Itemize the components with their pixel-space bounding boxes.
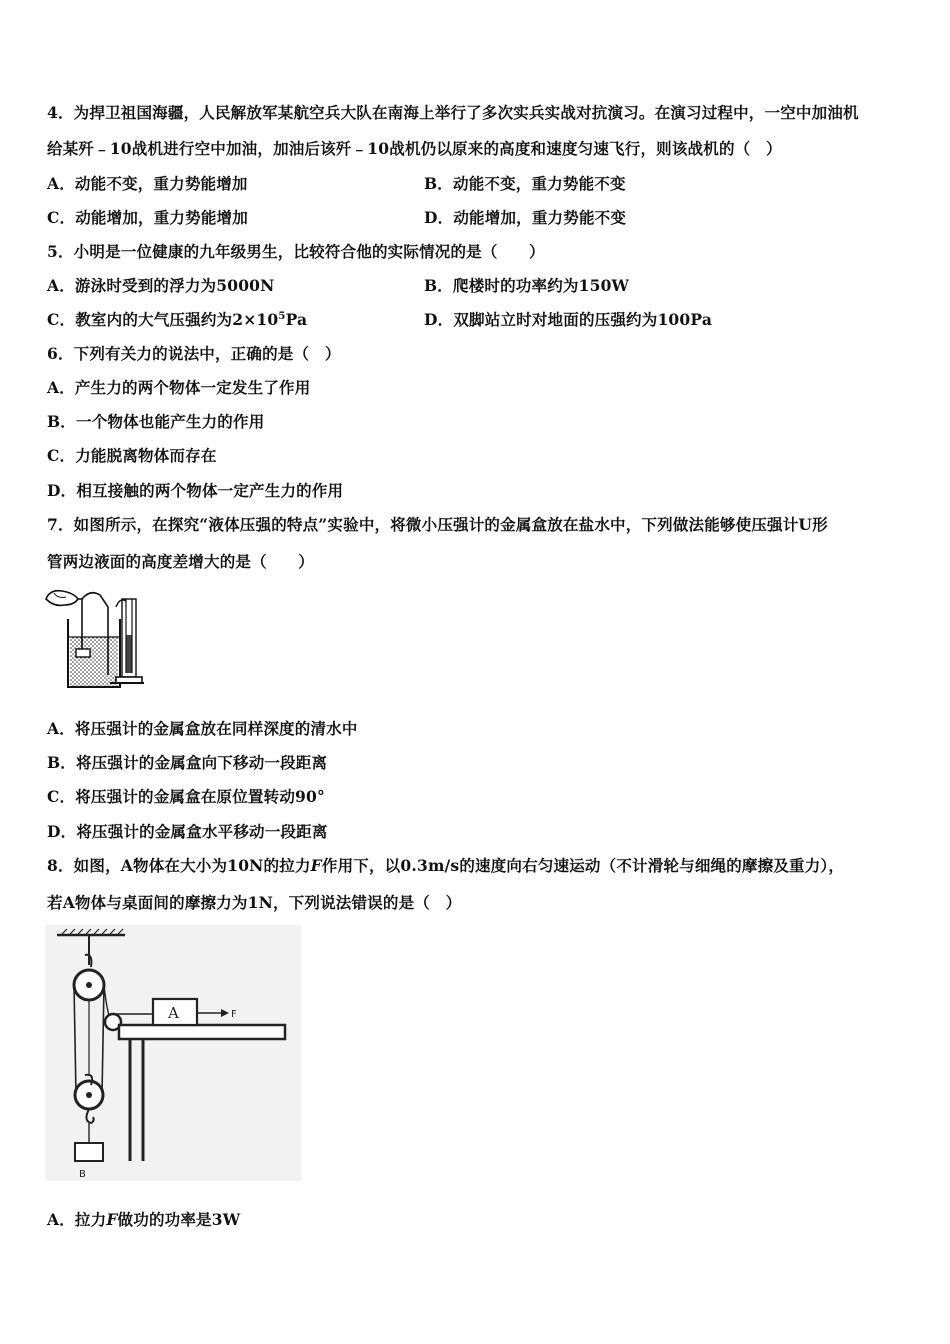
q8-option-a xyxy=(47,1210,240,1230)
block-b xyxy=(75,1143,103,1161)
q6-stem: 6．下列有关力的说法中，正确的是（ ） xyxy=(47,344,341,363)
label-b: B xyxy=(79,1169,86,1180)
q4-stem-line2: 给某歼﹣10战机进行空中加油，加油后该歼﹣10战机仍以原来的高度和速度匀速飞行，则该战机的（ ） xyxy=(47,139,782,158)
q7-option-a: A．将压强计的金属盒放在同样深度的清水中 xyxy=(47,719,358,738)
hand-icon xyxy=(46,591,78,606)
q4-option-d: D．动能增加，重力势能不变 xyxy=(424,208,627,227)
q4-options-row2 xyxy=(47,208,627,228)
label-f: F xyxy=(231,1009,237,1020)
q6-option-b: B．一个物体也能产生力的作用 xyxy=(47,412,265,431)
q4-option-c: C．动能增加，重力势能增加 xyxy=(47,208,248,227)
q7-stem-line1: 7．如图所示，在探究“液体压强的特点”实验中，将微小压强计的金属盒放在盐水中，下列做法能够使压强计U形 xyxy=(47,515,828,534)
table xyxy=(119,1025,285,1039)
q8-pulley-figure xyxy=(45,925,301,1181)
q5-option-c xyxy=(47,310,307,329)
q4-option-a: A．动能不变，重力势能增加 xyxy=(47,174,248,193)
q5-option-b: B．爬楼时的功率约为150W xyxy=(424,276,630,295)
q7-pressure-gauge-figure xyxy=(44,585,146,690)
q8-option-a-part2: 做功的功率是3W xyxy=(117,1210,241,1229)
label-a: A xyxy=(168,1004,179,1022)
q8-stem-line1 xyxy=(47,856,844,876)
q4-option-b: B．动能不变，重力势能不变 xyxy=(424,174,626,193)
q7-option-b: B．将压强计的金属盒向下移动一段距离 xyxy=(47,753,328,772)
q5-option-c-unit: Pa xyxy=(285,310,308,329)
metal-box xyxy=(76,649,90,657)
q5-option-a: A．游泳时受到的浮力为5000N xyxy=(47,276,275,295)
q6-option-a: A．产生力的两个物体一定发生了作用 xyxy=(47,378,311,397)
q8-option-a-part1: A．拉力 xyxy=(47,1210,107,1229)
q8-stem-line2: 若A物体与桌面间的摩擦力为1N，下列说法错误的是（ ） xyxy=(47,893,462,912)
q8-stem-part1: 8．如图，A物体在大小为10N的拉力 xyxy=(47,856,311,875)
q7-stem-line2: 管两边液面的高度差增大的是（ ） xyxy=(47,552,314,571)
q5-option-d: D．双脚站立时对地面的压强约为100Pa xyxy=(424,310,713,329)
q4-options-row1 xyxy=(47,174,626,194)
q7-option-c: C．将压强计的金属盒在原位置转动90° xyxy=(47,787,325,806)
q5-options-row1 xyxy=(47,276,630,296)
q7-option-d: D．将压强计的金属盒水平移动一段距离 xyxy=(47,822,328,841)
q5-option-c-text: C．教室内的大气压强约为2×10 xyxy=(47,310,279,329)
q4-stem-line1: 4．为捍卫祖国海疆，人民解放军某航空兵大队在南海上举行了多次实兵实战对抗演习。在演习过程中，一空中加油机 xyxy=(47,103,859,122)
q5-option-c-exponent: 5 xyxy=(278,310,286,322)
q5-options-row2 xyxy=(47,310,713,330)
q6-option-d: D．相互接触的两个物体一定产生力的作用 xyxy=(47,481,344,500)
q8-force-symbol: F xyxy=(310,856,322,875)
q5-stem: 5．小明是一位健康的九年级男生，比较符合他的实际情况的是（ ） xyxy=(47,242,545,261)
q8-stem-part2: 作用下，以0.3m/s的速度向右匀速运动（不计滑轮与细绳的摩擦及重力）， xyxy=(321,856,845,875)
q6-option-c: C．力能脱离物体而存在 xyxy=(47,446,217,465)
q8-option-a-force: F xyxy=(106,1210,118,1229)
